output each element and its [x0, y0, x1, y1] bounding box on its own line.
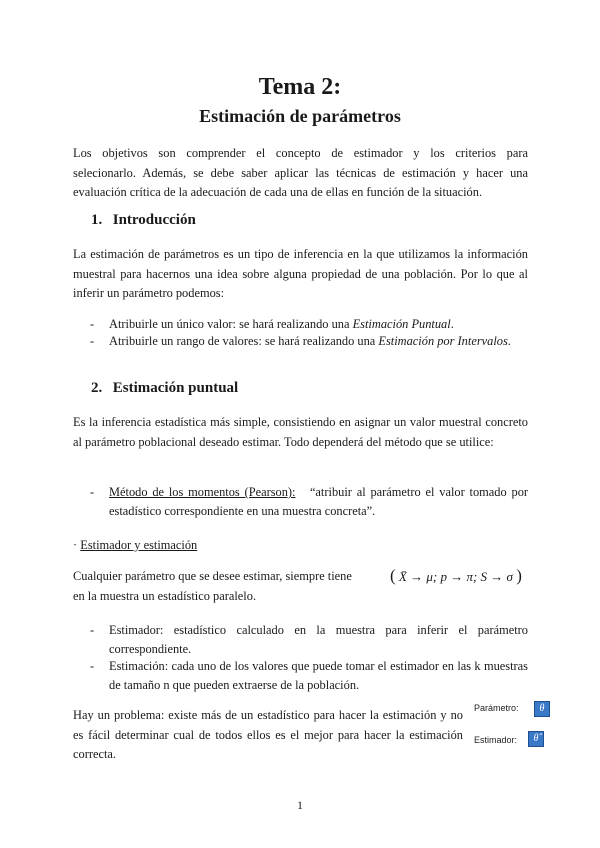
theta-icon: θ — [534, 701, 550, 717]
subheading — [73, 538, 197, 553]
section-2-title: Estimación puntual — [112, 380, 239, 396]
section-1-title: Introducción — [112, 212, 196, 228]
section-2-paragraph: Es la inferencia estadística más simple, consistiendo en asignar un valor muestral concreto al parámetro poblacional deseado estimar. Todo dependerá del método que se utilice: — [73, 415, 528, 449]
intro-line-2: selecionarlo. Además, se debe saber aplicar las técnicas de estimación y hacer una — [73, 165, 528, 180]
section-1-heading — [91, 212, 196, 229]
definition-text: Estimación: cada uno de los valores que puede tomar el estimador en las k muestras de tamaño n que pueden extraerse de la población. — [109, 659, 528, 692]
list-item-text: Atribuirle un único valor: se hará realizando una Estimación Puntual. — [109, 317, 454, 331]
theta-hat-icon: θ̂ — [528, 731, 544, 747]
section-2-heading — [91, 380, 238, 397]
section-1-number: 1. — [91, 212, 103, 228]
param-paragraph — [73, 567, 383, 606]
param-line-1: Cualquier parámetro que se desee estimar, siempre tiene — [73, 569, 352, 583]
estimator-label: Estimador: — [474, 735, 518, 745]
list-bullet: - — [90, 659, 95, 673]
page-subtitle: Estimación de parámetros — [199, 106, 401, 126]
problem-paragraph: Hay un problema: existe más de un estadístico para hacer la estimación y no es fácil determinar cual de todos ellos es el mejor para hacer la estimación correcta. — [73, 708, 463, 761]
section-2-number: 2. — [91, 380, 103, 396]
list-item-text: Atribuirle un rango de valores: se hará realizando una Estimación por Intervalos. — [109, 334, 511, 348]
definition-text: Estimador: estadístico calculado en la muestra para inferir el parámetro correspondiente. — [109, 623, 528, 656]
definition-item — [90, 657, 528, 695]
intro-paragraph — [73, 144, 528, 203]
method-description: “atribuir al parámetro el valor tomado por estadístico correspondiente en una muestra concreta”. — [109, 485, 529, 518]
intro-line-1: Los objetivos son comprender el concepto de estimador y los criterios para — [73, 146, 528, 160]
formula-expression: X̄ → μ; p → π; S → σ — [398, 569, 513, 584]
intro-line-3: evaluación crítica de la adecuación de cada una de ellas en función de la situación. — [73, 185, 483, 199]
param-line-2: en la muestra un estadístico paralelo. — [73, 588, 257, 603]
definition-item — [90, 621, 528, 659]
subheading-text: Estimador y estimación — [80, 538, 198, 552]
method-text — [109, 483, 528, 521]
method-name: Método de los momentos (Pearson): — [109, 485, 296, 499]
list-bullet: - — [90, 334, 95, 348]
method-item — [90, 483, 528, 521]
list-bullet: - — [90, 485, 95, 499]
parameter-label: Parámetro: — [474, 703, 519, 713]
list-item — [90, 332, 528, 351]
page-number: 1 — [297, 798, 303, 812]
list-bullet: - — [90, 623, 95, 637]
list-bullet: - — [90, 317, 95, 331]
small-bullet: · — [73, 538, 78, 552]
section-1-paragraph: La estimación de parámetros es un tipo de inferencia en la que utilizamos la información muestral para hacernos una idea sobre alguna propiedad de una población. Por lo que al inferir un parámetro podemos: — [73, 247, 528, 300]
page-title: Tema 2: — [258, 74, 342, 100]
parameter-formula: ( X̄ → μ; p → π; S → σ ) — [390, 566, 522, 585]
